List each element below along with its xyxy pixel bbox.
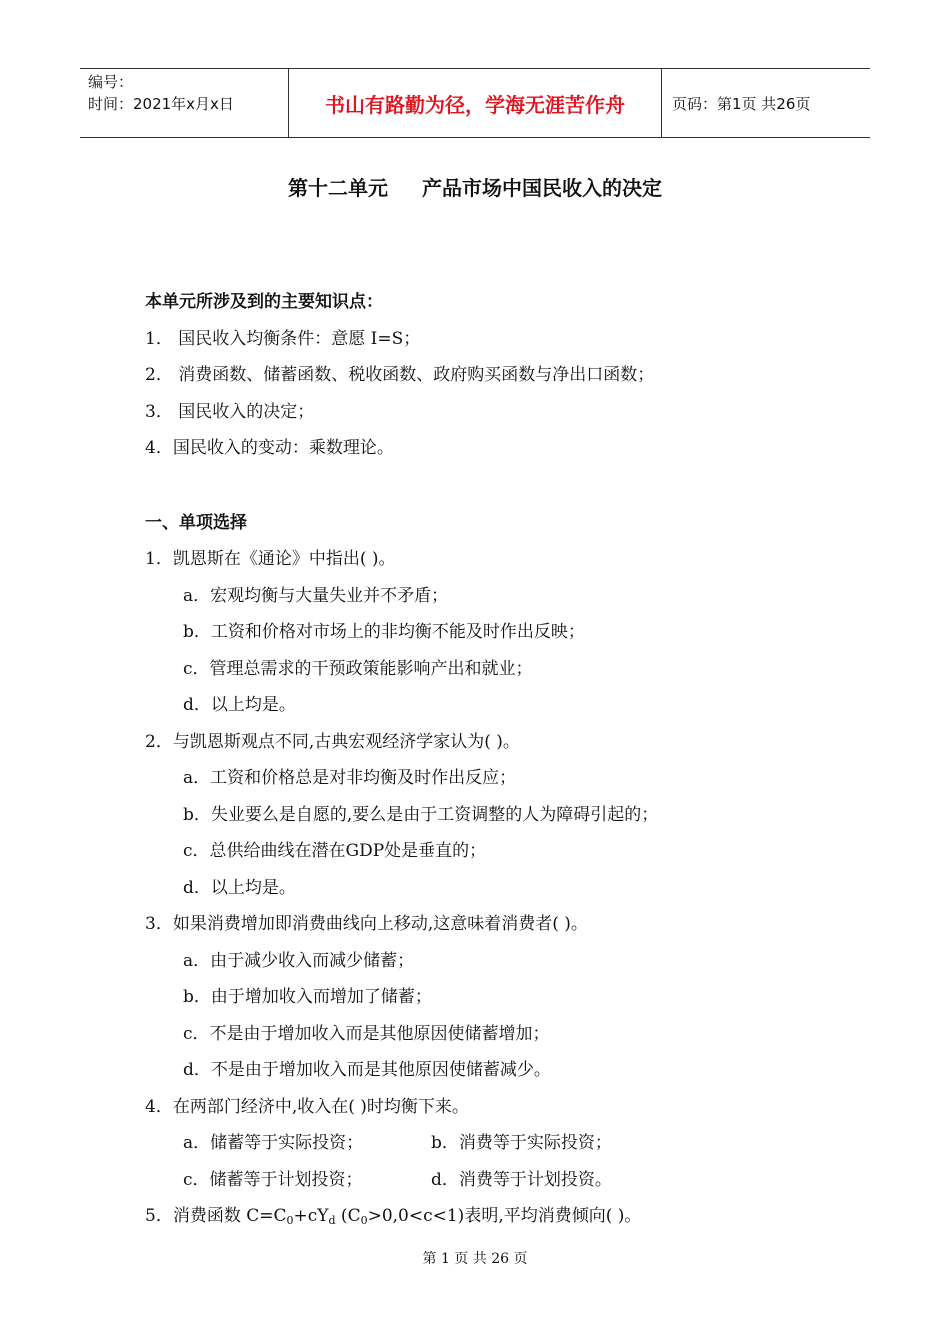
knowledge-item: 1． 国民收入均衡条件：意愿 I=S； — [145, 328, 421, 349]
question-option: b．失业要么是自愿的,要么是由于工资调整的人为障碍引起的； — [183, 804, 659, 825]
question-option: b．由于增加收入而增加了储蓄； — [183, 987, 432, 1007]
header-motto: 书山有路勤为径，学海无涯苦作舟 — [288, 69, 662, 137]
q5-text: >0,0<c<1)表明,平均消费倾向( )。 — [367, 1206, 642, 1226]
question-stem: 3．如果消费增加即消费曲线向上移动,这意味着消费者( )。 — [145, 914, 588, 934]
q5-text: 5．消费函数 C=C — [145, 1206, 287, 1226]
section-heading: 一、单项选择 — [145, 512, 247, 533]
header-meta — [80, 69, 288, 137]
knowledge-item: 4．国民收入的变动：乘数理论。 — [145, 438, 394, 458]
question-option: a．储蓄等于实际投资； — [183, 1133, 364, 1153]
knowledge-heading: 本单元所涉及到的主要知识点： — [145, 292, 383, 312]
question-option: d．消费等于计划投资。 — [431, 1169, 612, 1190]
question-option: d．以上均是。 — [183, 695, 296, 715]
question-option: c．储蓄等于计划投资； — [183, 1169, 363, 1190]
document-title — [0, 172, 950, 201]
question-stem: 1．凯恩斯在《通论》中指出( )。 — [145, 549, 396, 569]
q5-subscript: 0 — [360, 1214, 368, 1227]
q5-subscript: d — [328, 1214, 336, 1227]
question-option: a．工资和价格总是对非均衡及时作出反应； — [183, 768, 517, 788]
question-option: a．宏观均衡与大量失业并不矛盾； — [183, 585, 449, 606]
document-number-label: 编号： — [88, 73, 134, 91]
page-header — [80, 68, 870, 138]
question-option: b．消费等于实际投资； — [431, 1133, 612, 1153]
question-stem — [145, 1198, 865, 1235]
knowledge-item: 2． 消费函数、储蓄函数、税收函数、政府购买函数与净出口函数； — [145, 365, 655, 385]
question-option: d．不是由于增加收入而是其他原因使储蓄减少。 — [183, 1060, 551, 1080]
header-page-info: 页码：第1页 共26页 — [672, 94, 811, 113]
question-stem: 4．在两部门经济中,收入在( )时均衡下来。 — [145, 1096, 469, 1117]
question-option: c．管理总需求的干预政策能影响产出和就业； — [183, 658, 533, 679]
q5-text: +cY — [293, 1206, 329, 1226]
question-option: a．由于减少收入而减少储蓄； — [183, 950, 415, 971]
question-stem: 2．与凯恩斯观点不同,古典宏观经济学家认为( )。 — [145, 731, 520, 752]
question-option: b．工资和价格对市场上的非均衡不能及时作出反映； — [183, 622, 585, 642]
page-footer: 第 1 页 共 26 页 — [422, 1251, 528, 1267]
unit-label: 第十二单元 — [288, 176, 388, 200]
question-option: c．总供给曲线在潜在GDP处是垂直的； — [183, 841, 487, 861]
question-option: d．以上均是。 — [183, 877, 296, 898]
document-body — [145, 284, 865, 1235]
unit-topic: 产品市场中国民收入的决定 — [422, 176, 662, 200]
question-option-row — [145, 1125, 865, 1162]
knowledge-item: 3． 国民收入的决定； — [145, 401, 315, 422]
question-option: c．不是由于增加收入而是其他原因使储蓄增加； — [183, 1023, 550, 1044]
q5-text: (C — [335, 1206, 361, 1226]
document-time-label: 时间：2021年x月x日 — [88, 95, 234, 113]
question-option-row — [145, 1162, 865, 1199]
q5-subscript: 0 — [286, 1214, 294, 1227]
